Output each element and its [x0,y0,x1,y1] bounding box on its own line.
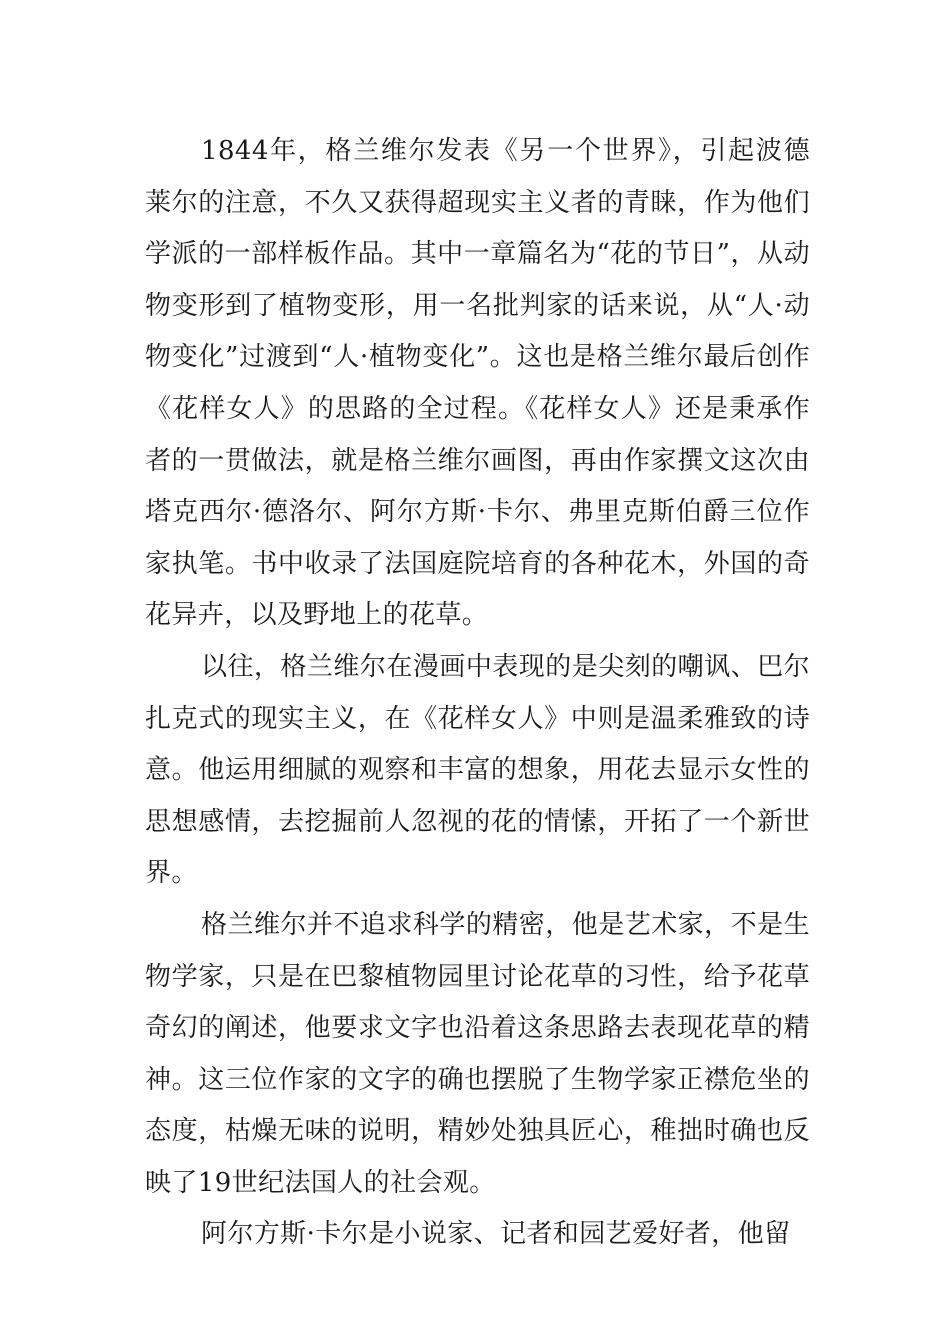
paragraph-4: 阿尔方斯·卡尔是小说家、记者和园艺爱好者，他留 [201,1219,791,1250]
paragraph-2: 以往，格兰维尔在漫画中表现的是尖刻的嘲讽、巴尔扎克式的现实主义，在《花样女人》中则是温柔雅致的诗意。他运用细腻的观察和丰富的想象，用花去显示女性的思想感情，去挖掘前人忽视的花的情愫，开拓了一个新世界。 [145,651,810,889]
paragraph-1: 1844年，格兰维尔发表《另一个世界》，引起波德莱尔的注意，不久又获得超现实主义者的青睐，作为他们学派的一部样板作品。其中一章篇名为“花的节日”，从动物变形到了植物变形，用一名批判家的话来说，从“人·动物变化”过渡到“人·植物变化”。这也是格兰维尔最后创作《花样女人》的思路的全过程。《花样女人》还是秉承作者的一贯做法，就是格兰维尔画图，再由作家撰文这次由塔克西尔·德洛尔、阿尔方斯·卡尔、弗里克斯伯爵三位作家执笔。书中收录了法国庭院培育的各种花木，外国的奇花异卉，以及野地上的花草。 [145,136,810,631]
document-body [145,126,810,1261]
paragraph-3: 格兰维尔并不追求科学的精密，他是艺术家，不是生物学家，只是在巴黎植物园里讨论花草的习性，给予花草奇幻的阐述，他要求文字也沿着这条思路去表现花草的精神。这三位作家的文字的确也摆脱了生物学家正襟危坐的态度，枯燥无味的说明，精妙处独具匠心，稚拙时确也反映了19世纪法国人的社会观。 [145,909,810,1198]
